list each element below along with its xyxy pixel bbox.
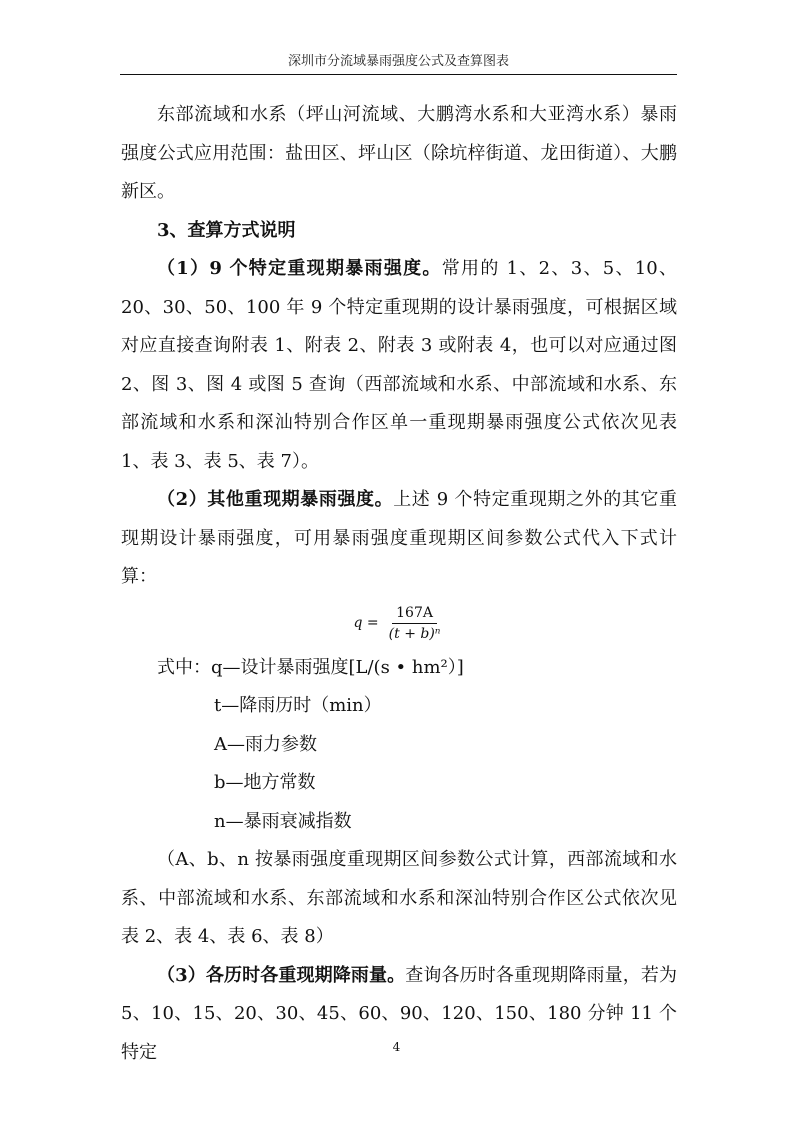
paragraph-item-2 bbox=[121, 481, 677, 597]
intensity-formula bbox=[121, 599, 677, 649]
formula-lhs: q = bbox=[353, 615, 379, 632]
formula-fraction bbox=[385, 604, 445, 643]
item-2-text: 上述 9 个特定重现期之外的其它重现期设计暴雨强度，可用暴雨强度重现期区间参数公式代入下式计算： bbox=[121, 489, 677, 587]
definition-q: 式中：q—设计暴雨强度[L/(s • hm²）] bbox=[157, 656, 464, 678]
paragraph-parameter-note: （A、b、n 按暴雨强度重现期区间参数公式计算，西部流域和水系、中部流域和水系、东部流域和水系和深汕特别合作区公式依次见表 2、表 4、表 6、表 8） bbox=[121, 849, 677, 947]
item-2-heading: （2）其他重现期暴雨强度。 bbox=[157, 489, 394, 510]
item-1-heading: （1）9 个特定重现期暴雨强度。 bbox=[157, 258, 442, 279]
item-1-text: 常用的 1、2、3、5、10、20、30、50、100 年 9 个特定重现期的设计暴雨强度，可根据区域对应直接查询附表 1、附表 2、附表 3 或附表 4，也可以对应通过图 2、图 3、图 4 或图 5 查询（西部流域和水系、中部流域和水系、东部流域和水系和深汕特别合作区单一重现期暴雨强度公式依次见表 1、表 3、表 5、表 7）。 bbox=[121, 258, 677, 472]
section-heading: 3、查算方式说明 bbox=[157, 219, 296, 241]
paragraph-application-scope: 东部流域和水系（坪山河流域、大鹏湾水系和大亚湾水系）暴雨强度公式应用范围：盐田区、坪山区（除坑梓街道、龙田街道）、大鹏新区。 bbox=[121, 104, 677, 202]
page-body bbox=[121, 96, 677, 1072]
running-header: 深圳市分流域暴雨强度公式及查算图表 bbox=[287, 54, 509, 69]
page-number: 4 bbox=[392, 1040, 401, 1054]
definition-t: t—降雨历时（min） bbox=[214, 695, 382, 716]
definition-a: A—雨力参数 bbox=[214, 733, 317, 755]
paragraph-item-3 bbox=[121, 957, 677, 1073]
item-3-text: 查询各历时各重现期降雨量，若为 5、10、15、20、30、45、60、90、120、150、180 分钟 11 个特定 bbox=[121, 964, 677, 1063]
header-rule bbox=[120, 74, 677, 75]
formula-numerator: 167A bbox=[392, 604, 437, 624]
paragraph-item-1 bbox=[121, 250, 677, 481]
item-3-heading: （3）各历时各重现期降雨量。 bbox=[157, 964, 406, 986]
definition-n: n—暴雨衰减指数 bbox=[214, 810, 352, 832]
definition-b: b—地方常数 bbox=[214, 772, 316, 793]
formula-denominator: (t + b)ⁿ bbox=[388, 626, 441, 642]
